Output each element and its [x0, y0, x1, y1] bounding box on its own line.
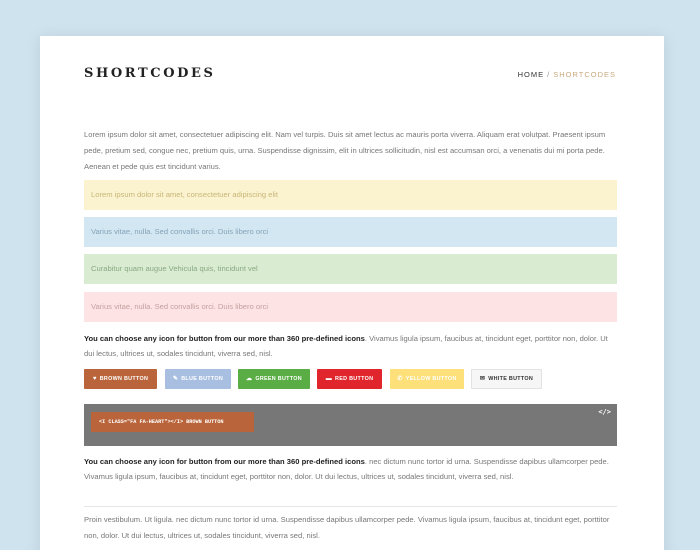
closing-paragraph: Proin vestibulum. Ut ligula. nec dictum nunc tortor id urna. Suspendisse dapibus ullamcorper pede. Vivamus ligula ipsum, faucibus at, tincidunt eget, porttitor non, dolor. Ut dui lectus, ultrices ut, sodales tincidunt, viverra sed, nisl. — [84, 515, 610, 540]
red-button-label: RED BUTTON — [335, 376, 374, 382]
icons-paragraph-2-bold: You can choose any icon for button from our more than 360 pre-defined icons — [84, 457, 365, 466]
yellow-button[interactable] — [390, 369, 464, 389]
laptop-icon: ▬ — [325, 376, 333, 382]
breadcrumb-home-link[interactable]: HOME — [517, 70, 545, 79]
breadcrumb-separator: / — [547, 70, 551, 79]
edit-icon: ✎ — [172, 376, 179, 382]
cloud-icon: ☁ — [246, 376, 253, 382]
icons-paragraph-2 — [84, 454, 618, 484]
brown-button[interactable] — [84, 369, 157, 389]
white-button[interactable] — [471, 369, 542, 389]
blue-button-label: BLUE BUTTON — [181, 376, 224, 382]
breadcrumb-current: SHORTCODES — [553, 70, 616, 79]
page-header — [84, 66, 616, 86]
brown-button-label: BROWN BUTTON — [99, 376, 149, 382]
section-divider — [84, 506, 617, 507]
alert-blue: Varius vitae, nulla. Sed convallis orci. Duis libero orci — [84, 217, 617, 247]
icons-paragraph-bold: You can choose any icon for button from our more than 360 pre-defined icons — [84, 334, 365, 343]
envelope-icon: ✉ — [479, 376, 486, 382]
blue-button[interactable] — [165, 369, 231, 389]
green-button[interactable] — [238, 369, 310, 389]
white-button-label: WHITE BUTTON — [488, 376, 534, 382]
breadcrumb — [518, 70, 616, 79]
icons-paragraph-text: . Vivamus ligula ipsum, faucibus at, tincidunt eget, porttitor non, dolor. Ut dui lectus, ultrices ut, sodales tincidunt, viverra sed, nisl. — [84, 334, 608, 358]
alert-red: Varius vitae, nulla. Sed convallis orci. Duis libero orci — [84, 292, 617, 322]
red-button[interactable] — [317, 369, 382, 389]
content-card — [40, 36, 664, 550]
icons-paragraph — [84, 331, 618, 361]
code-preview-box — [84, 404, 617, 446]
code-snippet: <I CLASS="FA FA-HEART"></I> BROWN BUTTON — [91, 412, 254, 432]
green-button-label: GREEN BUTTON — [255, 376, 302, 382]
page-title: SHORTCODES — [84, 66, 216, 81]
alert-green: Curabitur quam augue Vehicula quis, tincidunt vel — [84, 254, 617, 284]
icons-paragraph-2-text: . nec dictum nunc tortor id urna. Suspendisse dapibus ullamcorper pede. Vivamus ligula ipsum, faucibus at, tincidunt eget, porttitor non, dolor. Ut dui lectus, ultrices ut, sodales tincidunt, viverra sed, nisl. — [84, 457, 609, 481]
phone-icon: ✆ — [397, 376, 403, 382]
heart-icon: ♥ — [92, 376, 97, 382]
code-toggle-icon[interactable]: </> — [598, 408, 611, 416]
yellow-button-label: YELLOW BUTTON — [405, 376, 457, 382]
intro-paragraph: Lorem ipsum dolor sit amet, consectetuer adipiscing elit. Nam vel turpis. Duis sit amet lectus ac mauris porta viverra. Aliquam erat volutpat. Praesent ipsum pede, pretium sed, congue nec, pretium quis, urna. Suspendisse dignissim, elit in ultrices sollicitudin, nisl est accumsan orci, a venenatis dui mi porta pede. Aenean et pede quis est tincidunt varius. — [84, 130, 606, 171]
alert-yellow: Lorem ipsum dolor sit amet, consectetuer adipiscing elit — [84, 180, 617, 210]
